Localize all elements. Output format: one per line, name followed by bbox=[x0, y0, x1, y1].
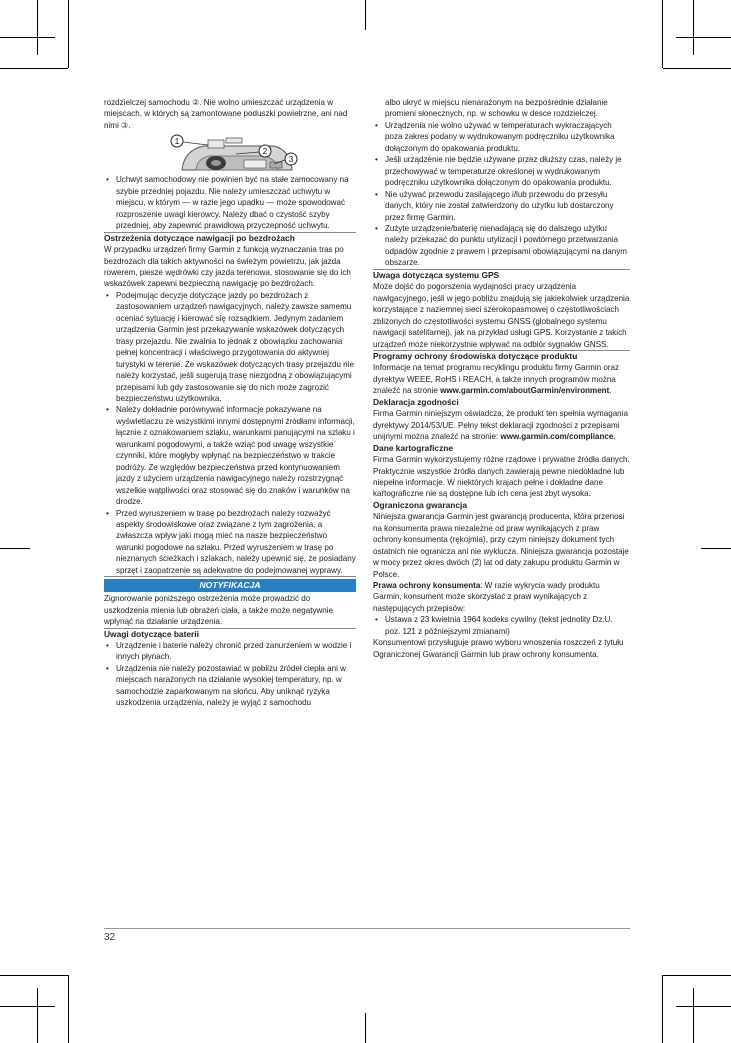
continued-text: albo ukryć w miejscu nienarażonym na bezpośrednie działanie promieni słonecznych, np. w schowku w desce rozdzielczej. bbox=[385, 98, 608, 119]
mount-figure bbox=[104, 132, 356, 172]
env-link[interactable]: www.garmin.com/aboutGarmin/environment bbox=[440, 386, 610, 396]
warranty-closing: Konsumentowi przysługuje prawo wyboru wnoszenia roszczeń z tytułu Ograniczonej Gwarancji Garmin lub praw ochrony konsumenta. bbox=[373, 638, 624, 659]
list-item: • Należy dokładnie porównywać informacje pokazywane na wyświetlaczu ze wszystkimi innymi dostępnymi źródłami informacji, łącznie z oznakowaniem szlaku, warunkami panującymi na szlaku i warunkami pogodowymi, a także wziąć pod uwagę wszystkie czynniki, które mogłyby wpłynąć na bezpieczeństwo w trakcie podróży. Ze względów bezpieczeństwa przed kontynuowaniem jazdy z użyciem urządzenia nawigacyjnego należy rozstrzygnąć wszelkie wątpliwości oraz stosować się do znaków i warunków na drodze. bbox=[104, 404, 356, 507]
conformity-text: Firma Garmin niniejszym oświadcza, że produkt ten spełnia wymagania dyrektywy 2014/53/UE. Pełny tekst deklaracji zgodności z przepisami unijnymi można znaleźć na stronie: www.garmin.com/compliance. bbox=[373, 409, 628, 442]
list-item: • Ustawa z 23 kwietnia 1964 kodeks cywilny (tekst jednolity Dz.U. poz. 121 z późniejszymi zmianami) bbox=[373, 614, 630, 637]
battery-bullets-cont bbox=[373, 120, 630, 270]
battery-heading: Uwagi dotyczące baterii bbox=[104, 628, 199, 639]
list-item: • Urządzenie i baterie należy chronić przed zanurzeniem w wodzie i innych płynach. bbox=[104, 640, 356, 663]
conformity-heading: Deklaracja zgodności bbox=[373, 396, 459, 407]
mount-bullets bbox=[104, 174, 356, 232]
intro-text: rozdzielczej samochodu ②. Nie wolno umieszczać urządzenia w miejscach, w których są zamontowane poduszki powietrzne, ani nad nimi ③. bbox=[104, 98, 348, 130]
warranty-heading: Ograniczona gwarancja bbox=[373, 499, 468, 510]
list-item: • Podejmując decyzje dotyczące jazdy po bezdrożach z zastosowaniem urządzeń nawigacyjnych, należy zawsze samemu oceniać sytuację i kierować się rozsądkiem. Jedynym zadaniem urządzenia Garmin jest przekazywanie wskazówek dotyczących trasy przejazdu. Nie zwalnia to jednak z obowiązku zachowania pełnej koncentracji i właściwego przygotowania do aktywnej turystyki w terenie. Ze wskazówek dotyczących trasy przejazdu nie należy korzystać, jeśli sugerują trasę niezgodną z obowiązującymi przepisami lub gdy zastosowanie się do nich może zagrozić bezpieczeństwu użytkownika. bbox=[104, 290, 356, 405]
env-text: Informacje na temat programu recyklingu produktu firmy Garmin oraz dyrektyw WEEE, RoHS i REACH, a także innych programów można znaleźć na stronie www.garmin.com/aboutGarmin/environment. bbox=[373, 363, 619, 396]
offroad-text: W przypadku urządzeń firmy Garmin z funkcją wyznaczania tras po bezdrożach dla takich aktywności na świeżym powietrzu, jak jazda rowerem, piesze wędrówki czy jazda terenowa, stosowanie się do ich wskazówek zapewni bezpieczną nawigację po bezdrożach. bbox=[104, 245, 351, 289]
battery-bullets bbox=[104, 640, 356, 709]
maps-text: Firma Garmin wykorzystujemy różne rządowe i prywatne źródła danych. Praktycznie wszystkie źródła danych zawierają pewne niedokładne lub niepełne informacje. W niektórych krajach pełne i dokładne dane kartograficzne nie są dostępne lub ich cena jest zbyt wysoka. bbox=[373, 455, 630, 499]
gps-heading: Uwaga dotycząca systemu GPS bbox=[373, 269, 500, 280]
list-item: • Urządzenia nie wolno używać w temperaturach wykraczających poza zakres podany w wydrukowanym podręczniku użytkownika dołączonym do opakowania produktu. bbox=[373, 120, 630, 154]
left-column bbox=[104, 97, 356, 709]
right-column bbox=[373, 97, 630, 660]
list-item: • Zużyte urządzenie/baterię nienadającą się do dalszego użytku należy przekazać do punktu utylizacji i powtórnego przetwarzania odpadów zgodnie z prawem i przepisami obowiązującymi na danym obszarze. bbox=[373, 223, 630, 270]
list-item: • Jeśli urządzenie nie będzie używane przez dłuższy czas, należy je przechowywać w temperaturze określonej w wydrukowanym podręczniku użytkownika dołączonym do opakowania produktu. bbox=[373, 154, 630, 188]
offroad-bullets bbox=[104, 290, 356, 577]
list-item: • Urządzenia nie należy pozostawiać w pobliżu źródeł ciepła ani w miejscach narażonych na działanie wysokiej temperatury, np. w samochodzie zaparkowanym na słońcu. Aby uniknąć ryzyka uszkodzenia urządzenia, należy je wyjąć z samochodu bbox=[104, 663, 356, 709]
callout-3: 3 bbox=[288, 155, 294, 165]
notice-text: Zignorowanie poniższego ostrzeżenia może prowadzić do uszkodzenia mienia lub obrażeń ciała, a także może negatywnie wpłynąć na działanie urządzenia. bbox=[104, 593, 356, 628]
list-item: • Uchwyt samochodowy nie powinien być na stałe zamocowany na szybie przedniej pojazdu. Nie należy umieszczać uchwytu w miejscu, w którym — w razie jego upadku — może spowodować rozproszenie uwagi kierowcy. Należy dbać o czystość szyby przedniej, aby zapewnić prawidłową przyczepność uchwytu. bbox=[104, 174, 356, 232]
page-number: 32 bbox=[104, 932, 116, 943]
notice-banner: NOTYFIKACJA bbox=[104, 579, 356, 592]
warranty-bullets bbox=[373, 614, 630, 637]
callout-2: 2 bbox=[262, 147, 268, 157]
list-item: • Przed wyruszeniem w trasę po bezdrożach należy rozważyć aspekty środowiskowe oraz związane z tym zagrożenia, a zwłaszcza wpływ jaki mogą mieć na nasze bezpieczeństwo warunki pogodowe na szlaku. Przed wyruszeniem w trasę po nieznanych ścieżkach i szlakach, należy upewnić się, że posiadany sprzęt i zaopatrzenie są adekwatne do podejmowanej wyprawy. bbox=[104, 508, 356, 578]
windshield-mount-illustration bbox=[104, 132, 356, 174]
consumer-rights-text: Prawa ochrony konsumenta: W razie wykrycia wady produktu Garmin, konsument może skorzystać z praw wynikających z następujących przepisów: bbox=[373, 581, 600, 613]
maps-heading: Dane kartograficzne bbox=[373, 442, 454, 453]
list-item: • Nie używać przewodu zasilającego i/lub przewodu do przesyłu danych, który nie został zatwierdzony do użytku lub dostarczony przez firmę Garmin. bbox=[373, 189, 630, 223]
env-heading: Programy ochrony środowiska dotyczące produktu bbox=[373, 350, 578, 361]
compliance-link[interactable]: www.garmin.com/compliance bbox=[500, 432, 614, 442]
callout-1: 1 bbox=[174, 137, 180, 147]
offroad-heading: Ostrzeżenia dotyczące nawigacji po bezdrożach bbox=[104, 232, 295, 243]
footer-rule bbox=[104, 928, 630, 929]
warranty-text: Niniejsza gwarancja Garmin jest gwarancją producenta, która przenosi na konsumenta prawa niezależne od praw wynikających z praw ochrony konsumenta (rękojmia), przy czym niniejszy dokument tych ostatnich nie ogranicza ani nie wyklucza. Niniejsza gwarancja pozostaje w mocy przez okres dwóch (2) lat od daty zakupu produktu Garmin w Polsce. bbox=[373, 512, 629, 579]
gps-text: Może dojść do pogorszenia wydajności pracy urządzenia nawigacyjnego, jeśli w jego pobliżu znajdują się jakiekolwiek urządzenia korzystające z naziemnej sieci szerokopasmowej o częstotliwościach zbliżonych do częstotliwości systemu GNSS (globalnego systemu nawigacji satelitarnej), jak na przykład usługi GPS. Korzystanie z takich urządzeń może niekorzystnie wpływać na odbiór sygnałów GNSS. bbox=[373, 281, 630, 351]
